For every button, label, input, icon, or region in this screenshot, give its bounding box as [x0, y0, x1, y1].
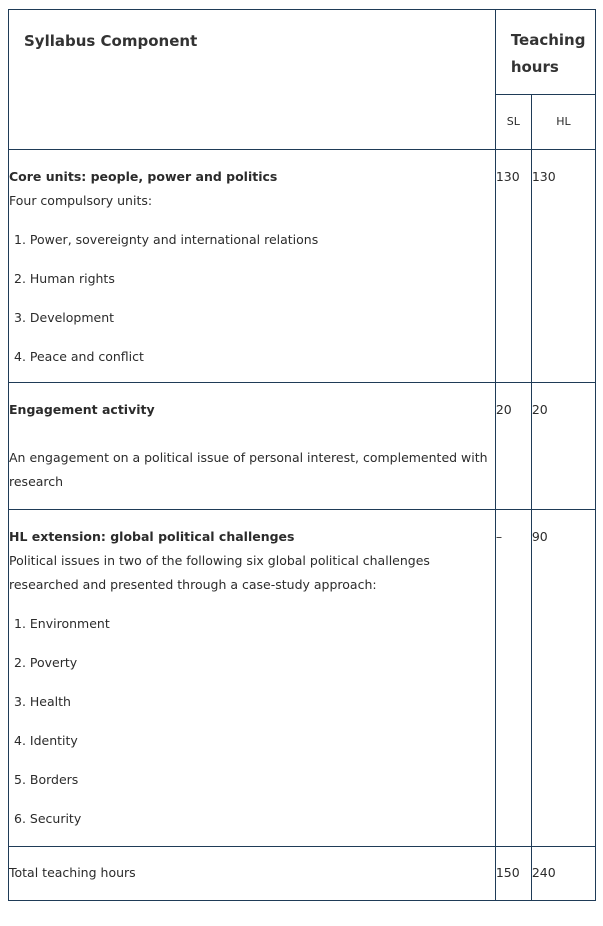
total-label: Total teaching hours — [9, 865, 136, 880]
total-sl-hours: 150 — [495, 865, 520, 880]
hl-extension-hl-hours: 90 — [531, 529, 548, 544]
total-hl-hours: 240 — [531, 865, 556, 880]
header-row — [9, 10, 596, 95]
hl-extension-sl-cell — [495, 510, 531, 847]
total-hl-cell — [531, 847, 595, 901]
syllabus-table — [8, 9, 596, 901]
engagement-hl-hours: 20 — [531, 402, 548, 417]
list-item: 5. Borders — [14, 772, 79, 787]
hl-extension-intro: Political issues in two of the following six global political challenges researched and presented through a case-study approach: — [9, 553, 430, 592]
header-teaching-line2: hours — [510, 58, 559, 76]
list-item: 3. Health — [14, 694, 71, 709]
table-row-core-units — [9, 150, 596, 383]
header-hl-label: HL — [556, 115, 571, 128]
total-sl-cell — [495, 847, 531, 901]
header-sl-label: SL — [506, 115, 520, 128]
engagement-sl-hours: 20 — [495, 402, 512, 417]
list-item: 2. Poverty — [14, 655, 78, 670]
table-row-hl-extension — [9, 510, 596, 847]
header-sl — [495, 95, 531, 150]
list-item: 1. Power, sovereignty and international relations — [14, 232, 319, 247]
list-item: 4. Identity — [14, 733, 78, 748]
header-teaching-hours — [495, 10, 595, 95]
engagement-title: Engagement activity — [9, 402, 155, 417]
list-item: 1. Environment — [14, 616, 110, 631]
list-item: 2. Human rights — [14, 271, 115, 286]
core-units-sl-hours: 130 — [495, 169, 520, 184]
core-units-intro: Four compulsory units: — [9, 193, 153, 208]
hl-extension-hl-cell — [531, 510, 595, 847]
core-units-hl-hours: 130 — [531, 169, 556, 184]
engagement-sl-cell — [495, 383, 531, 510]
hl-extension-sl-hours: – — [495, 529, 503, 544]
header-syllabus-component — [9, 10, 496, 150]
engagement-cell — [9, 383, 496, 510]
list-item: 6. Security — [14, 811, 82, 826]
hl-extension-title: HL extension: global political challenges — [9, 529, 295, 544]
core-units-hl-cell — [531, 150, 595, 383]
core-units-cell — [9, 150, 496, 383]
table-row-engagement — [9, 383, 596, 510]
hl-extension-cell — [9, 510, 496, 847]
header-component-label: Syllabus Component — [24, 32, 198, 50]
table-row-total — [9, 847, 596, 901]
list-item: 4. Peace and conflict — [14, 349, 144, 364]
header-teaching-label — [496, 10, 595, 81]
engagement-description: An engagement on a political issue of personal interest, complemented with research — [9, 450, 488, 489]
header-hl — [531, 95, 595, 150]
header-teaching-line1: Teaching — [510, 31, 586, 49]
total-cell — [9, 847, 496, 901]
core-units-sl-cell — [495, 150, 531, 383]
list-item: 3. Development — [14, 310, 115, 325]
engagement-hl-cell — [531, 383, 595, 510]
core-units-title: Core units: people, power and politics — [9, 169, 278, 184]
